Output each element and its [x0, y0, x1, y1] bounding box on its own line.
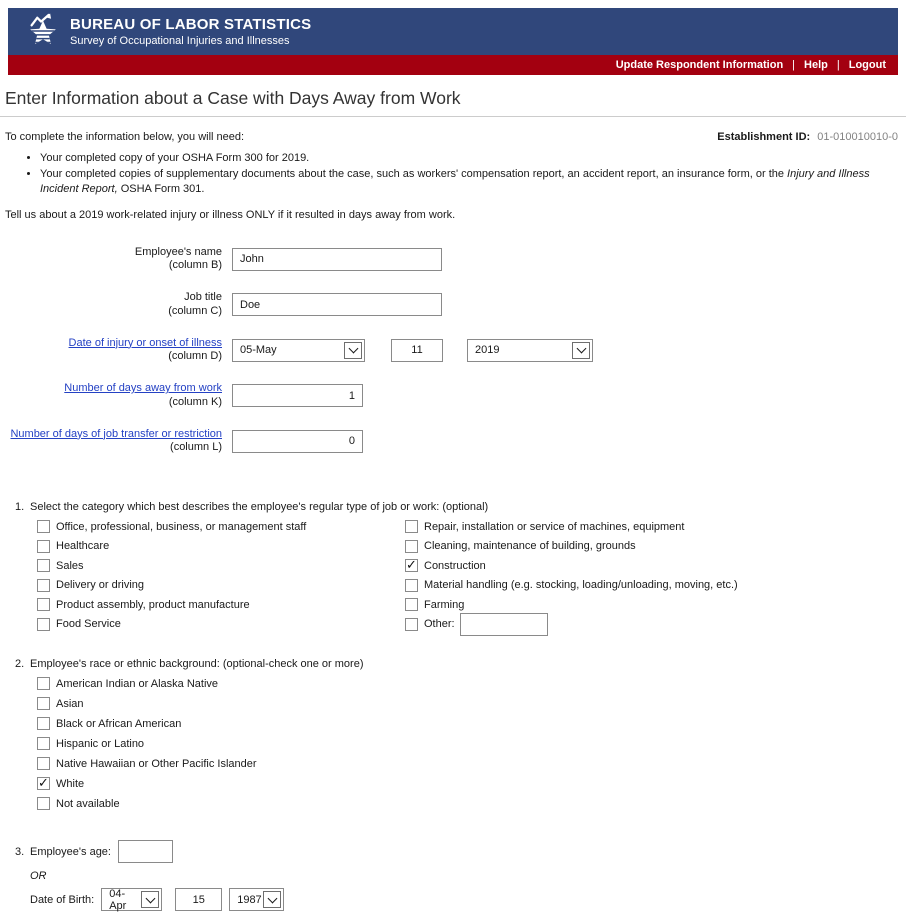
dob-year-value: 1987 — [237, 893, 262, 906]
days-transfer-row — [0, 428, 906, 456]
checkbox-label: American Indian or Alaska Native — [56, 677, 219, 690]
job-title-label: Job title (column C) — [0, 291, 222, 319]
checkbox-option[interactable] — [37, 717, 906, 730]
checkbox-option[interactable] — [37, 618, 405, 631]
checkbox-option[interactable] — [37, 520, 405, 533]
chevron-down-icon[interactable] — [344, 342, 362, 359]
checkbox-label: Sales — [56, 559, 84, 572]
chevron-down-icon[interactable] — [263, 891, 281, 908]
q1-right-column — [405, 520, 738, 637]
checkbox[interactable] — [37, 559, 50, 572]
checkbox[interactable] — [37, 618, 50, 631]
employee-age-input[interactable] — [118, 840, 173, 863]
checkbox-label: Delivery or driving — [56, 579, 145, 592]
question-3 — [0, 840, 906, 911]
injury-day-input[interactable] — [391, 339, 443, 362]
establishment-id — [717, 131, 898, 143]
checkbox-option[interactable] — [405, 520, 738, 533]
days-away-label — [0, 382, 222, 410]
injury-date-help-link[interactable]: Date of injury or onset of illness — [68, 336, 222, 349]
checkbox-label: Other: — [424, 618, 455, 631]
employee-name-input[interactable] — [232, 248, 442, 271]
checkbox-label: Material handling (e.g. stocking, loading/unloading, moving, etc.) — [424, 579, 738, 592]
checkbox[interactable] — [405, 559, 418, 572]
checkbox-label: Repair, installation or service of machines, equipment — [424, 520, 685, 533]
nav-logout-link[interactable]: Logout — [848, 59, 886, 71]
injury-date-label — [0, 337, 222, 365]
masthead — [8, 8, 898, 55]
checkbox[interactable] — [405, 579, 418, 592]
checkbox[interactable] — [37, 737, 50, 750]
chevron-down-icon[interactable] — [141, 891, 159, 908]
dob-day-input[interactable] — [175, 888, 222, 911]
checkbox[interactable] — [37, 520, 50, 533]
days-away-row — [0, 382, 906, 410]
checkbox[interactable] — [405, 540, 418, 553]
case-form — [0, 246, 906, 456]
days-away-input[interactable] — [232, 384, 363, 407]
checkbox-label: Food Service — [56, 618, 121, 631]
checkbox[interactable] — [37, 697, 50, 710]
checkbox-option[interactable] — [37, 757, 906, 770]
intro-text: To complete the information below, you will need: — [5, 131, 245, 143]
list-item: • Your completed copies of supplementary documents about the case, such as workers' compensation report, an accident report, an insurance form, or the Injury and Illness Incident Report, OSHA Form 301. — [40, 167, 885, 197]
employee-age-label: Employee's age: — [30, 845, 111, 858]
column-note: (column L) — [170, 441, 222, 454]
employee-name-label: Employee's name (column B) — [0, 246, 222, 274]
checkbox-label: White — [56, 777, 85, 790]
checkbox[interactable] — [405, 618, 418, 631]
nav-separator: | — [836, 59, 840, 71]
checkbox-label: Native Hawaiian or Other Pacific Islander — [56, 757, 257, 770]
employee-name-row — [0, 246, 906, 274]
q2-options — [15, 677, 906, 810]
column-note: (column C) — [168, 304, 222, 317]
column-note: (column B) — [168, 259, 222, 272]
question-2 — [15, 658, 906, 810]
incident-report-italic: Injury and Illness Incident Report, — [40, 167, 870, 195]
checkbox-label: Farming — [424, 598, 465, 611]
checkbox-option-other[interactable] — [405, 618, 738, 631]
top-nav-bar — [8, 55, 898, 75]
checkbox-option-construction[interactable] — [405, 559, 738, 572]
question-number: 2. — [15, 658, 25, 671]
checkbox[interactable] — [37, 579, 50, 592]
checkbox-label: Office, professional, business, or management staff — [56, 520, 307, 533]
checkbox[interactable] — [37, 757, 50, 770]
checkbox-label: Cleaning, maintenance of building, grounds — [424, 540, 636, 553]
checkbox-option[interactable] — [37, 797, 906, 810]
job-title-row — [0, 291, 906, 319]
question-1-text: Select the category which best describes the employee's regular type of job or work: (optional) — [30, 501, 489, 514]
checkbox-option[interactable] — [405, 598, 738, 611]
checkbox[interactable] — [37, 540, 50, 553]
checkbox-option[interactable] — [37, 697, 906, 710]
or-text: OR — [30, 870, 47, 883]
checkbox[interactable] — [37, 598, 50, 611]
other-category-input[interactable] — [460, 613, 548, 636]
list-item: • Your completed copy of your OSHA Form 300 for 2019. — [40, 151, 885, 166]
question-1 — [15, 501, 906, 637]
injury-year-value: 2019 — [475, 344, 500, 357]
checkbox[interactable] — [405, 598, 418, 611]
checkbox-option[interactable] — [37, 677, 906, 690]
checkbox-option[interactable] — [37, 579, 405, 592]
nav-separator: | — [792, 59, 796, 71]
instruction-text: Tell us about a 2019 work-related injury or illness ONLY if it resulted in days away from work. — [5, 208, 456, 221]
question-number: 3. — [15, 845, 25, 858]
checkbox[interactable] — [405, 520, 418, 533]
establishment-id-value: 01-010010010-0 — [817, 131, 898, 143]
survey-subtitle: Survey of Occupational Injuries and Illnesses — [70, 35, 290, 47]
nav-help-link[interactable]: Help — [804, 59, 828, 71]
checkbox-label: Healthcare — [56, 540, 110, 553]
checkbox-option[interactable] — [37, 598, 405, 611]
checkbox-option[interactable] — [37, 540, 405, 553]
date-of-birth-row — [30, 888, 906, 911]
checkbox[interactable] — [37, 677, 50, 690]
checkbox-label: Black or African American — [56, 717, 182, 730]
checkbox[interactable] — [37, 777, 50, 790]
dob-label: Date of Birth: — [30, 893, 95, 906]
checkbox-option[interactable] — [37, 559, 405, 572]
column-note: (column D) — [168, 350, 222, 363]
job-title-input[interactable] — [232, 293, 442, 316]
dob-month-select[interactable] — [101, 888, 162, 911]
checkbox-option[interactable] — [37, 737, 906, 750]
days-transfer-input[interactable] — [232, 430, 363, 453]
checkbox-label: Hispanic or Latino — [56, 737, 145, 750]
title-divider — [0, 116, 906, 117]
checkbox[interactable] — [37, 797, 50, 810]
nav-update-respondent-link[interactable]: Update Respondent Information — [615, 59, 784, 71]
dob-month-value: 04-Apr — [109, 887, 127, 912]
injury-year-select[interactable] — [467, 339, 593, 362]
checkbox-option[interactable] — [405, 540, 738, 553]
injury-date-row — [0, 337, 906, 365]
checkbox[interactable] — [37, 717, 50, 730]
agency-title: BUREAU OF LABOR STATISTICS — [70, 16, 312, 33]
column-note: (column K) — [168, 395, 222, 408]
checkbox-option-white[interactable] — [37, 777, 906, 790]
chevron-down-icon[interactable] — [572, 342, 590, 359]
page-title: Enter Information about a Case with Days Away from Work — [5, 88, 461, 108]
injury-month-select[interactable] — [232, 339, 365, 362]
days-away-help-link[interactable]: Number of days away from work — [64, 382, 222, 395]
question-number: 1. — [15, 501, 25, 514]
checkbox-label: Product assembly, product manufacture — [56, 598, 250, 611]
checkbox-option[interactable] — [405, 579, 738, 592]
days-transfer-label — [0, 428, 222, 456]
checkbox-label: Construction — [424, 559, 486, 572]
checkbox-label: Not available — [56, 797, 120, 810]
days-transfer-help-link[interactable]: Number of days of job transfer or restriction — [10, 427, 222, 440]
establishment-id-label: Establishment ID: — [717, 131, 811, 143]
bls-star-logo-icon — [24, 13, 62, 51]
q1-left-column — [37, 520, 405, 637]
needed-documents-list — [0, 151, 906, 197]
injury-month-value: 05-May — [240, 344, 277, 357]
checkbox-label: Asian — [56, 697, 84, 710]
page — [0, 8, 906, 912]
dob-year-select[interactable] — [229, 888, 284, 911]
question-2-text: Employee's race or ethnic background: (optional-check one or more) — [30, 658, 364, 671]
